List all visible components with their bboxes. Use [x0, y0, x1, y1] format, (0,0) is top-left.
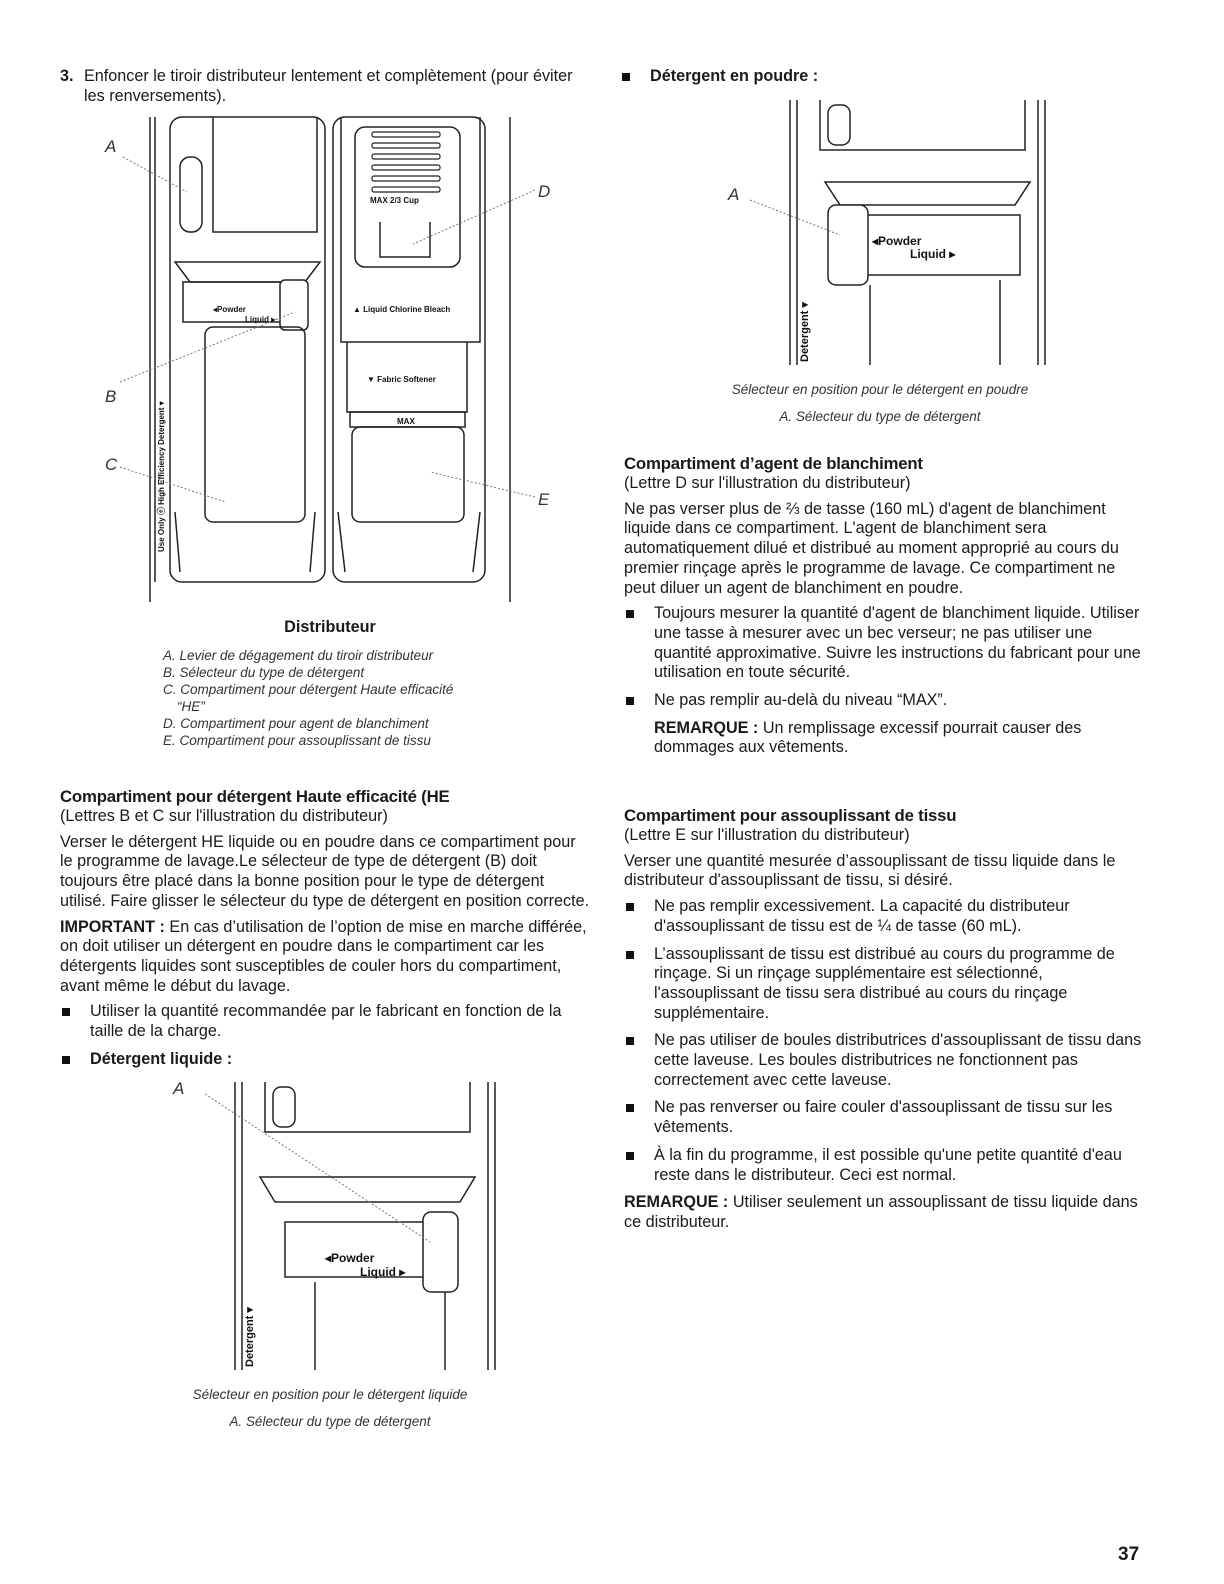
side-label: Detergent ▾	[244, 1307, 256, 1367]
liquid-caption: Sélecteur en position pour le détergent liquide	[192, 1387, 468, 1402]
he-important	[60, 918, 590, 997]
bullet-text: L’assouplissant de tissu est distribué au cours du programme de rinçage. Si un rinçage supplémentaire est sélectionné, l'assouplissant de tissu sera distribué au cours du rinçage supplémentaire.	[654, 944, 1115, 1022]
note-text: Utiliser seulement un assouplissant de tissu liquide dans ce distributeur.	[624, 1193, 1138, 1231]
bleach-section	[624, 453, 1146, 764]
softener-section	[624, 805, 1146, 1239]
figure-title: Distributeur	[284, 618, 376, 636]
label-c: C	[105, 455, 118, 474]
softener-sub: (Lettre E sur l'illustration du distributeur)	[624, 826, 910, 844]
label-a: A	[728, 185, 740, 204]
bleach-note	[624, 719, 1146, 758]
bullet-item	[624, 1146, 1146, 1185]
bullet-text: Ne pas utiliser de boules distributrices d'assouplissant de tissu dans cette laveuse. Les boules distributrices ne fonctionnent pas correctement avec cette laveuse.	[654, 1031, 1142, 1089]
note-label: REMARQUE :	[654, 718, 759, 737]
legend-item: D. Compartiment pour agent de blanchiment	[163, 716, 429, 731]
liquid-label: Liquid ▸	[360, 1265, 406, 1279]
bullet-item	[624, 945, 1146, 1024]
label-b: B	[105, 387, 117, 406]
step-text: Enfoncer le tiroir distributeur lentement et complètement (pour éviter les renversements).	[84, 67, 573, 105]
note-text: Un remplissage excessif pourrait causer des dommages aux vêtements.	[654, 718, 1082, 757]
powder-label: ◂Powder	[213, 305, 246, 314]
liquid-label: Liquid ▸	[245, 315, 276, 324]
bleach-sub: (Lettre D sur l'illustration du distributeur)	[624, 474, 911, 492]
legend-item: C. Compartiment pour détergent Haute efficacité “HE”	[163, 682, 454, 714]
legend-item: A. Levier de dégagement du tiroir distributeur	[163, 648, 434, 663]
bullet-text: Ne pas remplir au-delà du niveau “MAX”.	[654, 691, 948, 710]
side-label: Detergent ▾	[799, 302, 811, 362]
bullet-item	[624, 1098, 1146, 1137]
powder-legend: A. Sélecteur du type de détergent	[779, 409, 981, 424]
powder-bullet	[620, 67, 1150, 87]
important-label: IMPORTANT :	[60, 917, 165, 936]
bullet-text: Détergent en poudre :	[650, 67, 819, 85]
important-text: En cas d’utilisation de l’option de mise en marche différée, on doit utiliser un détergent en poudre dans le compartiment car les détergents liquides sont susceptibles de couler hors du compartiment, avant même le début du lavage.	[60, 917, 587, 995]
side-label: Use Only ⓔ High Efficiency Detergent ▾	[157, 401, 166, 552]
label-a: A	[173, 1082, 185, 1098]
bleach-para: Ne pas verser plus de ⅔ de tasse (160 mL) d'agent de blanchiment liquide dans ce compartiment. L'agent de blanchiment sera automatiquement dilué et distribué au moment approprié au cours du premier rinçage après le programme de lavage. Ce compartiment ne peut diluer un agent de blanchiment en poudre.	[624, 499, 1119, 597]
max-label: MAX	[397, 417, 415, 426]
bullet-item	[624, 691, 1146, 711]
label-e: E	[538, 490, 550, 509]
softener-heading: Compartiment pour assouplissant de tissu	[624, 806, 957, 825]
dispenser-diagram	[95, 112, 565, 607]
figure-legend	[163, 647, 503, 749]
bullet-text: À la fin du programme, il est possible qu'une petite quantité d'eau reste dans le distributeur. Ceci est normal.	[654, 1145, 1122, 1184]
he-para: Verser le détergent HE liquide ou en poudre dans ce compartiment pour le programme de lavage.Le sélecteur de type de détergent (B) doit toujours être placé dans la bonne position pour le type de détergent utilisé. Faire glisser le sélecteur du type de détergent en position correcte.	[60, 832, 590, 910]
label-d: D	[538, 182, 551, 201]
legend-item: E. Compartiment pour assouplissant de tissu	[163, 733, 431, 748]
note-label: REMARQUE :	[624, 1193, 729, 1212]
bullet-item	[624, 604, 1146, 683]
powder-caption: Sélecteur en position pour le détergent en poudre	[731, 382, 1029, 397]
powder-label: ◂Powder	[872, 234, 922, 248]
bullet-text: Ne pas renverser ou faire couler d'assouplissant de tissu sur les vêtements.	[654, 1098, 1113, 1137]
step-3	[60, 67, 580, 106]
bleach-label: ▲ Liquid Chlorine Bleach	[353, 305, 451, 314]
bullet-item	[624, 1031, 1146, 1090]
liquid-label: Liquid ▸	[910, 247, 956, 261]
liquid-selector-diagram	[165, 1082, 515, 1372]
bullet-text: Ne pas remplir excessivement. La capacité du distributeur d'assouplissant de tissu est de ¼ de tasse (60 mL).	[654, 897, 1070, 935]
he-section	[60, 786, 590, 1077]
label-a: A	[105, 137, 117, 156]
bullet-item	[60, 1050, 590, 1070]
bleach-heading: Compartiment d’agent de blanchiment	[624, 454, 923, 473]
powder-selector-diagram	[720, 100, 1060, 368]
he-sub: (Lettres B et C sur l'illustration du distributeur)	[60, 807, 388, 825]
liquid-legend: A. Sélecteur du type de détergent	[229, 1414, 431, 1429]
bullet-text: Toujours mesurer la quantité d'agent de blanchiment liquide. Utiliser une tasse à mesurer avec un bec verseur; ne pas utiliser une quantité approximative. Suivre les instructions du fabricant pour une utilisation en toute sécurité.	[654, 604, 1141, 682]
softener-note	[624, 1193, 1146, 1232]
legend-item: B. Sélecteur du type de détergent	[163, 665, 365, 680]
step-number: 3.	[60, 67, 74, 85]
he-heading: Compartiment pour détergent Haute efficacité (HE	[60, 787, 450, 806]
bullet-item	[60, 1002, 590, 1041]
powder-label: ◂Powder	[325, 1251, 375, 1265]
page-number: 37	[1118, 1544, 1140, 1565]
softener-para: Verser une quantité mesurée d’assouplissant de tissu liquide dans le distributeur d'assouplissant de tissu, si désiré.	[624, 851, 1116, 890]
softener-label: ▼ Fabric Softener	[367, 375, 436, 384]
bullet-item	[624, 897, 1146, 936]
bullet-text: Détergent liquide :	[90, 1049, 233, 1068]
max-cup-label: MAX 2/3 Cup	[370, 196, 419, 205]
bullet-text: Utiliser la quantité recommandée par le fabricant en fonction de la taille de la charge.	[90, 1002, 562, 1041]
